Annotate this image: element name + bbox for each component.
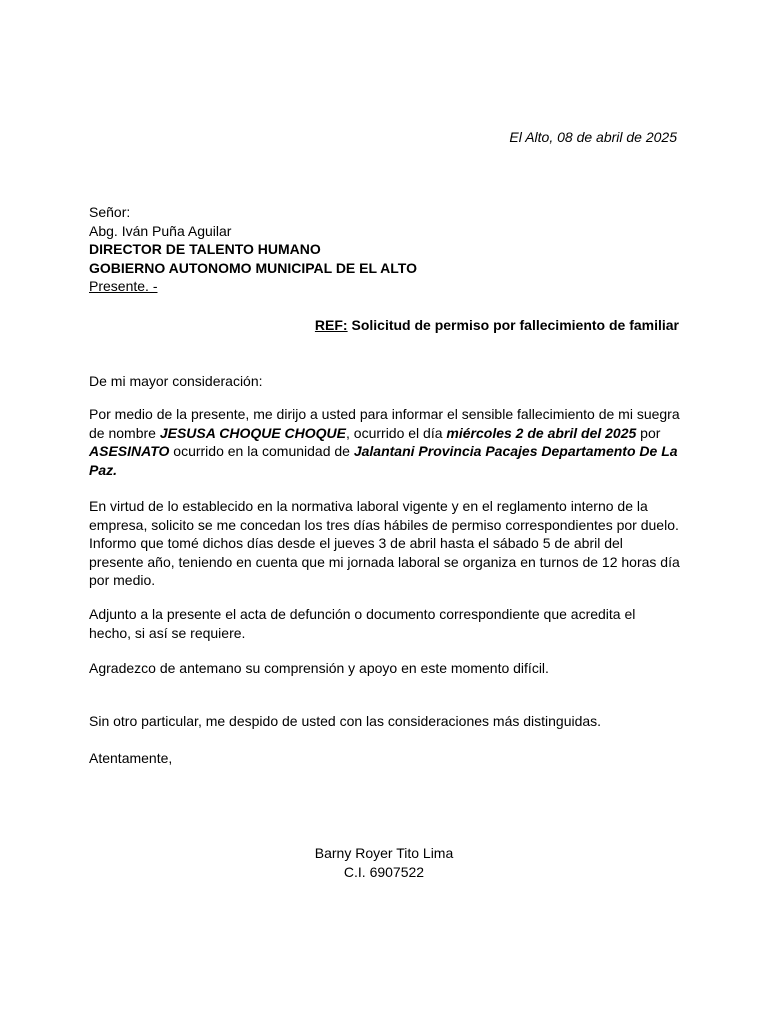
greeting: De mi mayor consideración: — [89, 373, 263, 389]
recipient-presente: Presente. - — [89, 278, 158, 294]
paragraph-request: En virtud de lo establecido en la normativa laboral vigente y en el reglamento interno de la empresa, solicito se me concedan los tres días hábiles de permiso correspondientes por duelo. Informo que tomé dichos días desde el jueves 3 de abril hasta el sábado 5 de abril del presente año, teniendo en cuenta que mi jornada laboral se organiza en turnos de 12 horas día por medio. — [89, 498, 680, 588]
paragraph1-text-4: ocurrido en la comunidad de — [169, 443, 354, 459]
paragraph1-text-2: , ocurrido el día — [346, 424, 447, 441]
reference-text: Solicitud de permiso por fallecimiento de familiar — [347, 317, 679, 333]
signature-block — [234, 844, 534, 881]
deceased-name: JESUSA CHOQUE CHOQUE — [159, 424, 347, 441]
recipient-block — [89, 203, 417, 296]
signature-ci: C.I. 6907522 — [343, 863, 425, 880]
recipient-salutation: Señor: — [89, 204, 131, 220]
paragraph-notification — [89, 405, 681, 479]
location-of-death: Jalantani Provincia Pacajes Departamento De La Paz. — [89, 443, 678, 478]
paragraph1-text-3: por — [636, 424, 661, 441]
paragraph1-text-1: Por medio de la presente, me dirijo a usted para informar el sensible fallecimiento de mi suegra de nombre — [89, 406, 680, 441]
recipient-institution: GOBIERNO AUTONOMO MUNICIPAL DE EL ALTO — [89, 259, 417, 276]
cause-of-death: ASESINATO — [89, 443, 170, 459]
reference-line — [315, 316, 679, 335]
date-line: El Alto, 08 de abril de 2025 — [509, 129, 677, 145]
closing: Atentamente, — [89, 750, 173, 766]
reference-label: REF: — [314, 317, 348, 333]
recipient-name: Abg. Iván Puña Aguilar — [89, 222, 232, 239]
closing-sentence: Sin otro particular, me despido de usted con las consideraciones más distinguidas. — [89, 713, 602, 729]
date-of-death: miércoles 2 de abril del 2025 — [446, 424, 637, 441]
paragraph-attachment: Adjunto a la presente el acta de defunción o documento correspondiente que acredita el hecho, si así se requiere. — [89, 606, 636, 641]
paragraph-thanks: Agradezco de antemano su comprensión y apoyo en este momento difícil. — [89, 660, 549, 676]
signature-name: Barny Royer Tito Lima — [314, 845, 454, 861]
recipient-position: DIRECTOR DE TALENTO HUMANO — [89, 241, 321, 257]
